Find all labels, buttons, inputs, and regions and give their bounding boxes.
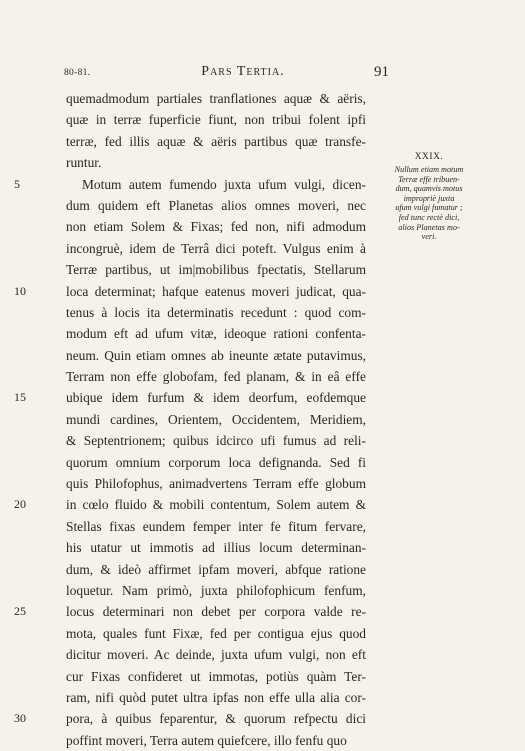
- line-text: loquetur. Nam primò, juxta philofophicum fenfum,: [66, 582, 366, 598]
- text-line: [66, 238, 366, 259]
- text-line: [66, 109, 366, 130]
- line-text: Terram non effe globofam, fed planam, & in eâ effe: [66, 369, 366, 385]
- line-text: dicitur moveri. Ac deinde, juxta ufum vulgi, non eft: [66, 647, 366, 663]
- main-text: [14, 88, 366, 751]
- line-text: runtur.: [66, 155, 102, 171]
- line-text: mota, quales funt Fixæ, fed per contigua ejus quod: [66, 625, 366, 641]
- line-text: quemadmodum partiales tranflationes aquæ & aëris,: [66, 91, 366, 106]
- line-text: poffint moveri, Terra autem quiefcere, illo fenfu quo: [66, 732, 347, 748]
- text-line: [66, 730, 366, 751]
- line-text: dum quidem eft Planetas alios omnes moveri, nec: [66, 197, 366, 213]
- text-line: [66, 323, 366, 344]
- text-line: [66, 623, 366, 644]
- line-text: ram, nifi quòd putet ultra ipfas non effe ulla alia cor-: [66, 689, 366, 705]
- text-line: [14, 494, 366, 515]
- margin-note-line: veri.: [421, 232, 437, 242]
- line-text: locus determinari non debet per corpora valde re-: [66, 604, 366, 620]
- line-text: & Septentrionem; quibus idcirco ufi fumus ad reli-: [66, 433, 366, 449]
- line-text: non etiam Solem & Fixas; fed non, nifi admodum: [66, 219, 366, 235]
- line-text: incongruè, idem de Terrâ dici poteft. Vulgus enim à: [66, 240, 366, 256]
- line-number: 20: [14, 497, 26, 512]
- line-text: mundi cardines, Orientem, Occidentem, Meridiem,: [66, 411, 366, 427]
- line-text: quæ in terræ fuperficie fiunt, non tribui folent ipfi: [66, 112, 366, 128]
- page-number: 91: [374, 64, 389, 80]
- line-number: 30: [14, 711, 26, 726]
- text-line: [66, 345, 366, 366]
- line-text: in cœlo fluido & mobili contentum, Solem autem &: [66, 497, 366, 513]
- text-line: [66, 473, 366, 494]
- margin-summary: [374, 165, 484, 242]
- margin-note-line: ufum vulgi fumatur ;: [395, 203, 463, 213]
- text-line: [66, 259, 366, 280]
- text-line: [14, 174, 366, 195]
- margin-note-line: alios Planetas mo-: [398, 222, 460, 232]
- text-line: [66, 516, 366, 537]
- text-line: [66, 366, 366, 387]
- text-line: [66, 302, 366, 323]
- part-title: Pars Tertia.: [201, 64, 285, 79]
- text-line: [66, 452, 366, 473]
- article-range: 80-81.: [64, 68, 91, 78]
- text-line: [66, 687, 366, 708]
- line-text: terræ, fed illis aquæ & aëris partibus quæ transfe-: [66, 133, 366, 149]
- running-header: [0, 64, 525, 84]
- text-line: [66, 195, 366, 216]
- line-number: 25: [14, 604, 26, 619]
- text-line: [66, 559, 366, 580]
- line-text: tenus à locis ita determinatis recedunt : quod com-: [66, 304, 366, 320]
- line-text: quorum omnium corporum loca defignanda. Sed fi: [66, 454, 366, 470]
- margin-note-line: Terræ effe tribuen-: [398, 174, 460, 184]
- text-line: [66, 216, 366, 237]
- line-number: 5: [14, 176, 20, 191]
- line-text: ubique idem furfum & idem deorfum, eofdemque: [66, 390, 366, 406]
- line-text: Motum autem fumendo juxta ufum vulgi, dicen-: [82, 176, 366, 192]
- text-line: [14, 387, 366, 408]
- line-text: loca determinat; hafque eatenus moveri judicat, qua-: [66, 283, 366, 299]
- line-text: his utatur ut immotis ad illius locum determinan-: [66, 540, 366, 556]
- margin-note-line: fed tunc rectè dici,: [398, 212, 460, 222]
- text-line: [66, 152, 366, 173]
- line-text: Stellas fixas eundem femper inter fe fitum fervare,: [66, 518, 366, 534]
- text-line: [14, 601, 366, 622]
- line-text: dum, & ideò affirmet ipfam moveri, abfque ratione: [66, 561, 366, 577]
- text-line: [66, 430, 366, 451]
- margin-note-line: Nullum etiam motum: [394, 165, 464, 174]
- line-text: neum. Quin etiam omnes ab ineunte ætate putavimus,: [66, 347, 366, 363]
- text-line: [66, 88, 366, 109]
- line-text: cur Fixas confideret ut immotas, potiùs quàm Ter-: [66, 668, 366, 684]
- text-line: [66, 644, 366, 665]
- text-line: [66, 537, 366, 558]
- line-text: modum eft ad ufum vitæ, ideoque rationi confenta-: [66, 326, 366, 342]
- text-line: [66, 666, 366, 687]
- text-line: [66, 131, 366, 152]
- margin-note-line: dum, quamvis motus: [395, 184, 463, 194]
- text-line: [66, 580, 366, 601]
- margin-note: [374, 152, 484, 242]
- text-line: [66, 409, 366, 430]
- line-number: 10: [14, 283, 26, 298]
- line-text: pora, à quibus feparentur, & quorum refpectu dici: [66, 711, 366, 727]
- text-line: [14, 708, 366, 729]
- line-text: Terræ partibus, ut im|mobilibus fpectatis, Stellarum: [66, 262, 366, 278]
- line-number: 15: [14, 390, 26, 405]
- text-line: [14, 281, 366, 302]
- line-text: quis Philofophus, animadvertens Terram effe globum: [66, 476, 366, 492]
- margin-note-line: impropriè juxta: [403, 193, 455, 203]
- article-number: XXIX.: [414, 152, 444, 162]
